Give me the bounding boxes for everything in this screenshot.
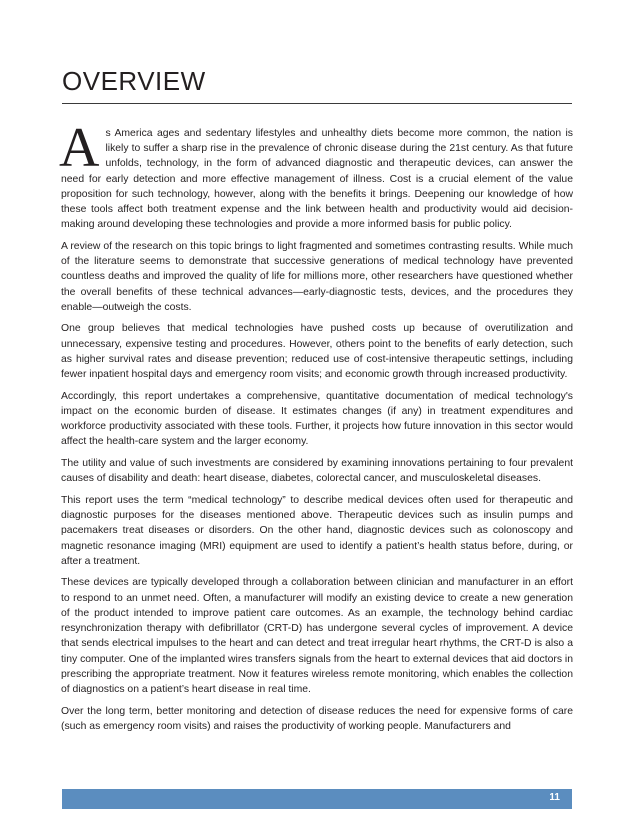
paragraph-7: These devices are typically developed through a collaboration between clinician and manufacturer in an effort to respond to an unmet need. Often, a manufacturer will modify an existing device to create a new generation of the product intended to improve patient care outcomes. As an example, the technology behind cardiac resynchronization therapy with defibrillator (CRT-D) has undergone several cycles of improvement. A device that sends electrical impulses to the heart and can detect and treat irregular heart rhythms, the CRT-D is also a tiny computer. One of the implanted wires transfers signals from the heart to external devices that aid doctors in prescribing the appropriate treatment. Now it features wireless remote monitoring, which enables the collection of diagnostics on a patient’s heart disease in real time. (61, 577, 573, 695)
footer-bar (62, 789, 572, 809)
paragraph-2: A review of the research on this topic brings to light fragmented and sometimes contrasting results. While much of the literature seems to demonstrate that successive generations of medical technology have prevented countless deaths and improved the quality of life for millions more, other researchers have questioned whether the overall benefits of these technical advances—early-diagnostic tests, devices, and the procedures they enable—outweigh the costs. (61, 240, 573, 313)
page-title: OVERVIEW (62, 66, 206, 96)
paragraph-8: Over the long term, better monitoring and detection of disease reduces the need for expensive forms of care (such as emergency room visits) and raises the productivity of working people. Manufacturers and (61, 705, 573, 732)
page-number: 11 (549, 792, 560, 803)
paragraph-1 (59, 117, 573, 232)
drop-cap: A (59, 117, 100, 179)
body-text (59, 117, 573, 741)
paragraph-1-text: s America ages and sedentary lifestyles and unhealthy diets become more common, the nation is likely to suffer a sharp rise in the prevalence of chronic disease during the 21st century. As that future unfolds, technology, in the form of advanced diagnostic and therapeutic devices, can answer the need for early detection and more effective management of illness. Cost is a crucial element of the value proposition for such technology, however, along with the benefits it brings. Deepening our knowledge of how these tools affect both treatment expense and the link between health and productivity would aid decision-making around developing these technologies and provide a more informed basis for public policy. (61, 128, 573, 231)
paragraph-5: The utility and value of such investments are considered by examining innovations pertaining to four prevalent causes of disability and death: heart disease, diabetes, colorectal cancer, and musculoskeletal diseases. (61, 458, 573, 485)
paragraph-3: One group believes that medical technologies have pushed costs up because of overutilization and unnecessary, expensive testing and procedures. However, others point to the benefits of early detection, such as higher survival rates and disease prevention; reduced use of cost-intensive therapeutic settings, including fewer inpatient hospital days and emergency room visits; and economic growth through increased productivity. (61, 323, 573, 381)
title-divider (62, 103, 572, 104)
paragraph-4: Accordingly, this report undertakes a comprehensive, quantitative documentation of medical technology's impact on the economic burden of disease. It estimates changes (if any) in treatment expenditures and workforce productivity associated with these tools. Further, it projects how future innovation in this sector would affect the health-care system and the larger economy. (61, 390, 573, 448)
paragraph-6: This report uses the term “medical technology” to describe medical devices often used for therapeutic and diagnostic purposes for the diseases mentioned above. Therapeutic devices such as insulin pumps and pacemakers treat diseases or disorders. On the other hand, diagnostic devices such as colonoscopy and magnetic resonance imaging (MRI) equipment are used to identify a patient’s health status before, during, or after a treatment. (61, 494, 573, 567)
